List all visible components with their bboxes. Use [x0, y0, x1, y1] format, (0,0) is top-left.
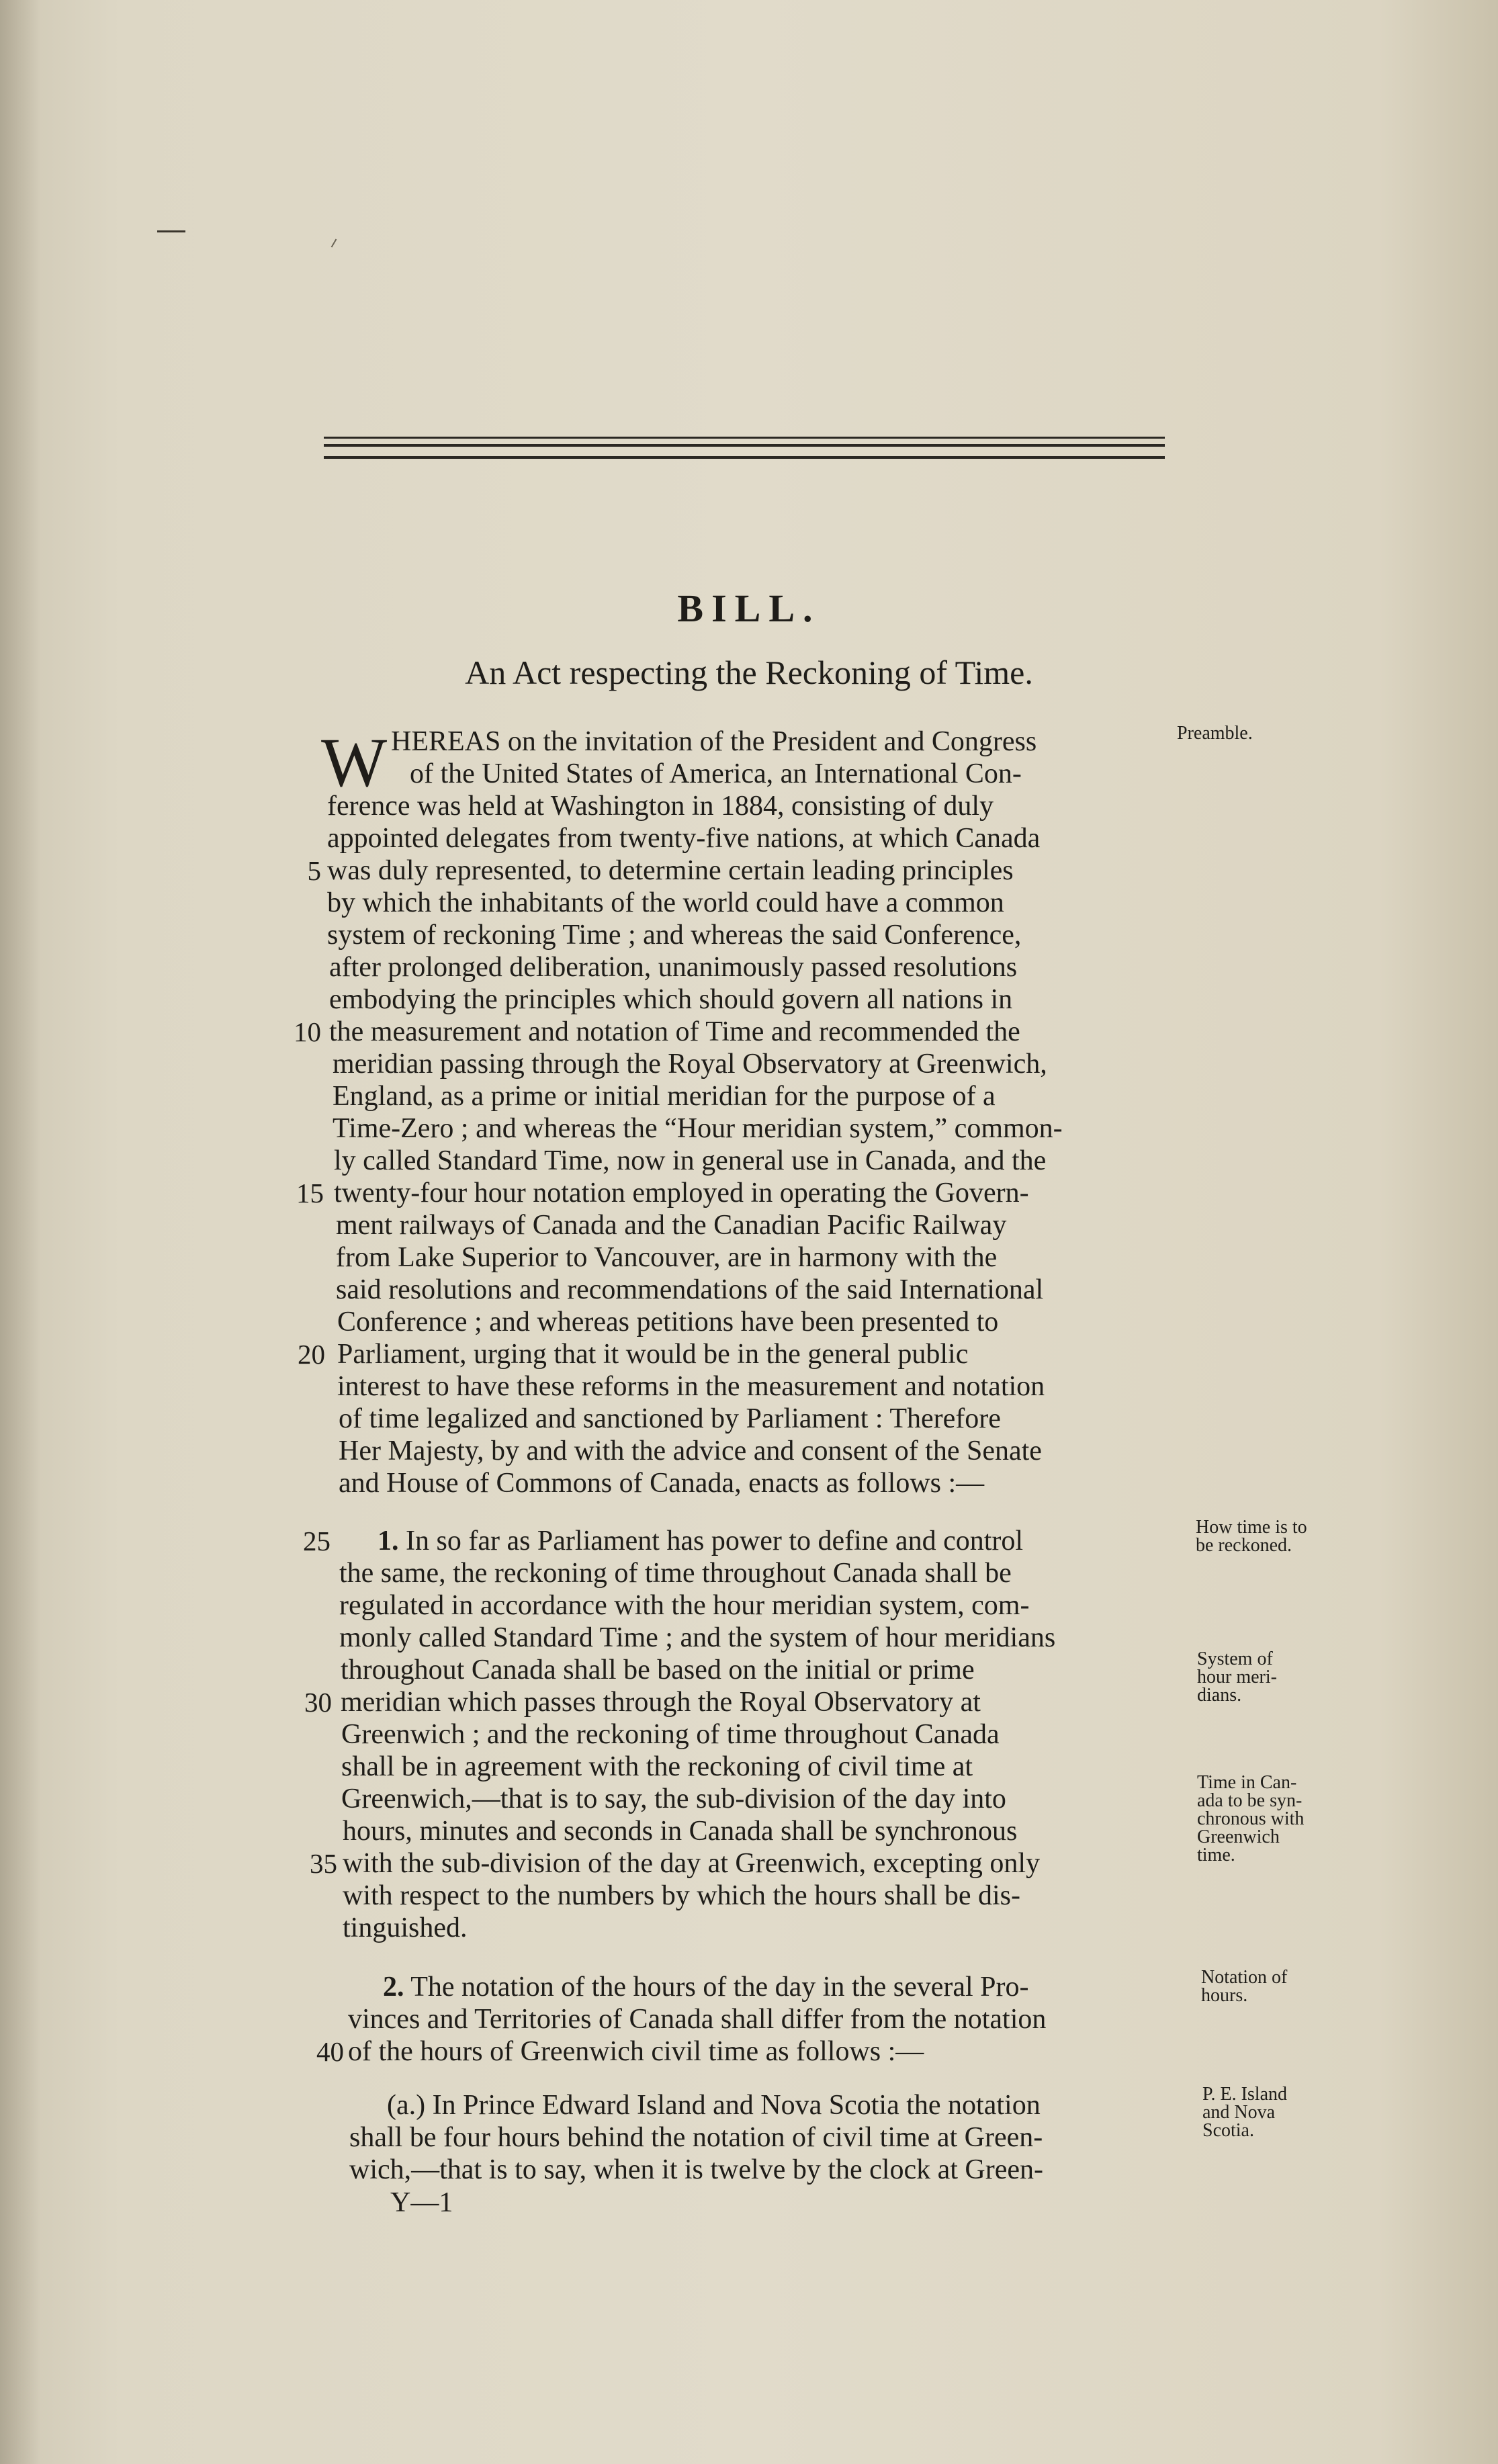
preamble-line: the measurement and notation of Time and recommended the [329, 1016, 1020, 1047]
section-1-line: with respect to the numbers by which the hours shall be dis- [343, 1880, 1020, 1911]
preamble-line: Conference ; and whereas petitions have been presented to [337, 1307, 999, 1337]
section-1-line: monly called Standard Time ; and the system of hour meridians [339, 1622, 1056, 1653]
section-1-line: throughout Canada shall be based on the initial or prime [341, 1655, 975, 1685]
preamble-line: by which the inhabitants of the world could have a common [327, 887, 1004, 918]
section-1-line: regulated in accordance with the hour meridian system, com- [339, 1590, 1030, 1621]
preamble-line: Parliament, urging that it would be in the general public [337, 1339, 969, 1370]
paper-speck [331, 238, 337, 247]
preamble-line: ly called Standard Time, now in general use in Canada, and the [334, 1145, 1047, 1176]
line-number: 15 [296, 1178, 324, 1208]
preamble-line: Time-Zero ; and whereas the “Hour meridian system,” common- [333, 1113, 1063, 1144]
preamble-line: was duly represented, to determine certain leading principles [327, 855, 1014, 886]
bill-title: BILL. [677, 586, 821, 630]
preamble-line: ference was held at Washington in 1884, consisting of duly [327, 791, 994, 822]
preamble-line: of the United States of America, an International Con- [410, 758, 1022, 789]
line-number: 10 [294, 1016, 321, 1047]
margin-note-how-time: How time is to be reckoned. [1196, 1517, 1307, 1556]
section-1-line: shall be in agreement with the reckoning of civil time at [341, 1751, 973, 1782]
preamble-line: interest to have these reforms in the measurement and notation [337, 1371, 1045, 1402]
preamble-line: of time legalized and sanctioned by Parliament : Therefore [339, 1403, 1001, 1434]
margin-note-synchronous: Time in Can- ada to be syn- chronous with Greenwich time. [1197, 1772, 1305, 1865]
preamble-line: Her Majesty, by and with the advice and consent of the Senate [339, 1436, 1042, 1466]
section-2-number: 2. [383, 1972, 404, 2003]
margin-note-preamble: Preamble. [1177, 723, 1253, 744]
line-number: 40 [316, 2036, 344, 2067]
section-2-line: vinces and Territories of Canada shall differ from the notation [348, 2004, 1047, 2035]
section-1-line: Greenwich,—that is to say, the sub-division of the day into [341, 1784, 1006, 1814]
preamble-line: and House of Commons of Canada, enacts as follows :— [339, 1468, 985, 1499]
section-1-line: tinguished. [343, 1912, 468, 1943]
margin-note-notation: Notation of hours. [1201, 1967, 1288, 2006]
margin-note-pei: P. E. Island and Nova Scotia. [1202, 2084, 1287, 2141]
preamble-line: ment railways of Canada and the Canadian Pacific Railway [336, 1210, 1007, 1241]
line-number: 20 [298, 1339, 325, 1370]
binding-shadow [0, 0, 40, 2464]
section-2-line: 2. The notation of the hours of the day in the several Pro- [383, 1972, 1029, 2003]
line-number: 35 [310, 1848, 337, 1879]
preamble-line: meridian passing through the Royal Observatory at Greenwich, [333, 1049, 1047, 1080]
line-number: 30 [304, 1687, 332, 1718]
preamble-line: said resolutions and recommendations of the said International [336, 1274, 1044, 1305]
preamble-line: appointed delegates from twenty-five nations, at which Canada [327, 823, 1041, 854]
section-2-line: of the hours of Greenwich civil time as follows :— [348, 2036, 924, 2067]
preamble-line: embodying the principles which should govern all nations in [329, 984, 1013, 1015]
section-1-line: meridian which passes through the Royal Observatory at [341, 1687, 981, 1718]
header-rule-bottom [324, 456, 1165, 459]
section-2a-line: shall be four hours behind the notation of civil time at Green- [349, 2122, 1043, 2153]
line-number: 25 [303, 1526, 331, 1556]
header-rule-middle [324, 444, 1165, 447]
section-1-line: with the sub-division of the day at Greenwich, excepting only [343, 1848, 1041, 1879]
section-1-line: the same, the reckoning of time throughout Canada shall be [339, 1558, 1012, 1589]
section-1-number: 1. [378, 1526, 399, 1556]
section-2a-line: (a.) In Prince Edward Island and Nova Scotia the notation [387, 2090, 1041, 2121]
preamble-line: from Lake Superior to Vancouver, are in harmony with the [336, 1242, 998, 1273]
margin-mark [157, 230, 185, 232]
line-number: 5 [307, 855, 321, 886]
section-1-line: 1. In so far as Parliament has power to define and control [378, 1526, 1024, 1556]
preamble-line: system of reckoning Time ; and whereas the said Conference, [327, 920, 1022, 951]
preamble-line: twenty-four hour notation employed in operating the Govern- [334, 1178, 1029, 1208]
act-title: An Act respecting the Reckoning of Time. [465, 654, 1033, 691]
drop-cap: W [321, 724, 388, 801]
signature-mark: Y—1 [390, 2187, 453, 2218]
section-2a-line: wich,—that is to say, when it is twelve by the clock at Green- [349, 2154, 1043, 2185]
section-1-line: Greenwich ; and the reckoning of time throughout Canada [341, 1719, 1000, 1750]
preamble-line: after prolonged deliberation, unanimously passed resolutions [329, 952, 1018, 983]
header-rule-top [324, 437, 1165, 439]
preamble-line: England, as a prime or initial meridian for the purpose of a [333, 1081, 996, 1112]
preamble-line: HEREAS on the invitation of the President and Congress [391, 726, 1037, 757]
section-1-line: hours, minutes and seconds in Canada shall be synchronous [343, 1816, 1018, 1847]
margin-note-system: System of hour meri- dians. [1197, 1648, 1277, 1706]
